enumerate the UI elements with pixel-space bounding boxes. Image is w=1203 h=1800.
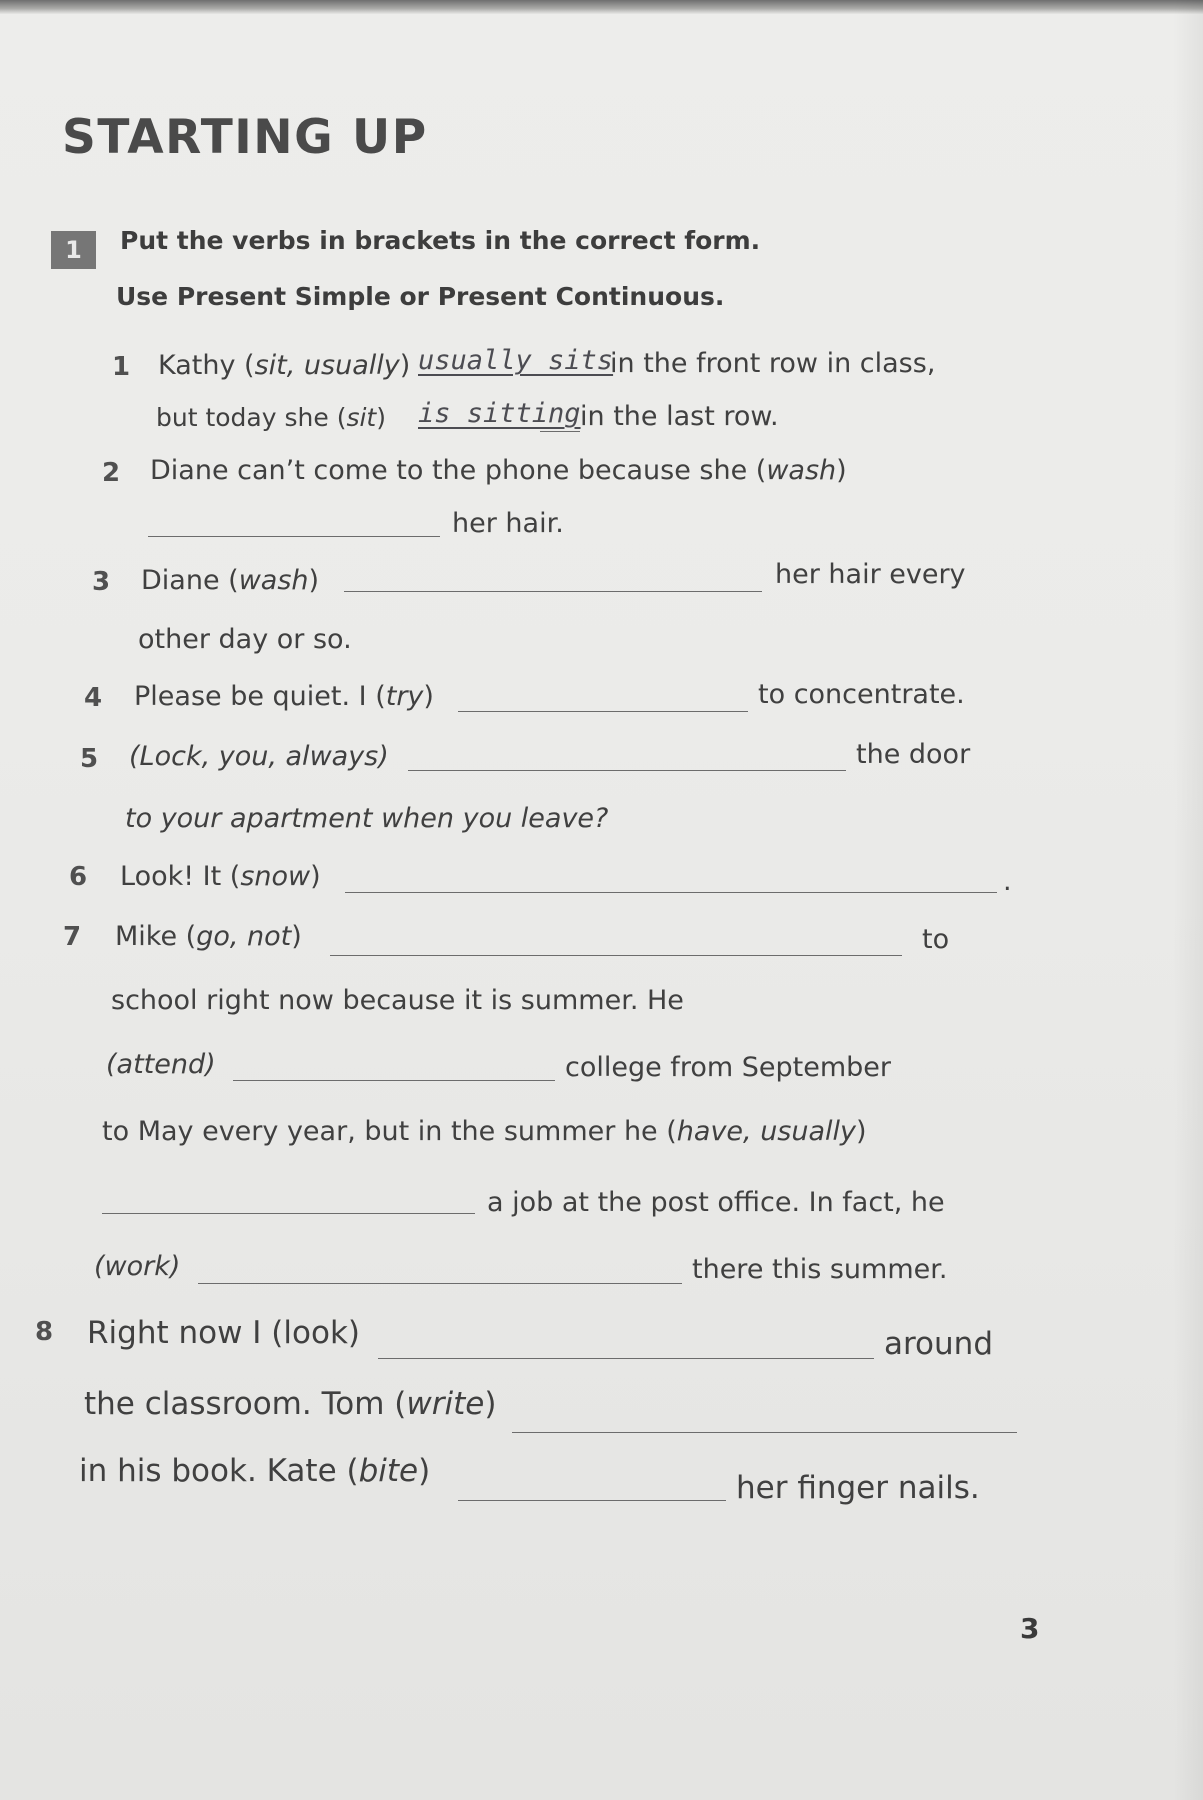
item-2-rest: her hair. bbox=[452, 508, 564, 539]
item-number: 5 bbox=[80, 744, 99, 774]
answer-blank[interactable] bbox=[458, 1500, 726, 1501]
section-title: STARTING UP bbox=[62, 110, 428, 165]
answer-blank[interactable] bbox=[102, 1213, 475, 1214]
answer-blank[interactable] bbox=[330, 955, 902, 956]
item-number: 7 bbox=[63, 922, 82, 952]
answer-blank[interactable] bbox=[344, 591, 762, 592]
item-2-prompt: Diane can’t come to the phone because she (wash) bbox=[150, 455, 847, 486]
item-8-prompt-c: in his book. Kate (bite) bbox=[79, 1453, 431, 1489]
page-top-edge bbox=[0, 0, 1203, 14]
item-3-rest: her hair every bbox=[775, 559, 966, 590]
item-1-rest: in the front row in class, bbox=[610, 348, 936, 379]
item-7-rest-e: a job at the post office. In fact, he bbox=[487, 1187, 945, 1218]
item-1-answer-a: usually sits bbox=[418, 345, 614, 376]
item-8-prompt: Right now I (look) bbox=[87, 1315, 360, 1351]
item-8-rest-a: around bbox=[884, 1326, 993, 1362]
item-7-rest-c: college from September bbox=[565, 1052, 891, 1083]
item-4-prompt: Please be quiet. I (try) bbox=[134, 681, 434, 712]
item-1-answer-b: is sitting bbox=[418, 398, 581, 429]
item-8-prompt-b: the classroom. Tom (write) bbox=[84, 1386, 497, 1422]
item-7-prompt: Mike (go, not) bbox=[115, 921, 302, 952]
item-8-rest-c: her finger nails. bbox=[736, 1470, 980, 1506]
answer-blank[interactable] bbox=[233, 1080, 555, 1081]
answer-blank[interactable] bbox=[408, 770, 846, 771]
item-number: 4 bbox=[84, 683, 103, 713]
item-4-rest: to concentrate. bbox=[758, 679, 965, 710]
item-number: 2 bbox=[102, 458, 121, 488]
item-1-prompt-b: but today she (sit) bbox=[156, 403, 386, 432]
item-number: 8 bbox=[35, 1317, 54, 1347]
page-shadow bbox=[1173, 0, 1203, 1800]
item-7-prompt-d: to May every year, but in the summer he (have, usually) bbox=[102, 1116, 867, 1147]
answer-blank[interactable] bbox=[345, 892, 997, 893]
item-3-rest-b: other day or so. bbox=[138, 624, 352, 655]
answer-blank[interactable] bbox=[148, 536, 440, 537]
item-5-prompt: (Lock, you, always) bbox=[129, 741, 389, 772]
item-7-verb-c: (attend) bbox=[106, 1049, 216, 1080]
item-6-prompt: Look! It (snow) bbox=[120, 861, 321, 892]
item-7-rest-b: school right now because it is summer. He bbox=[111, 985, 684, 1016]
exercise-number-badge: 1 bbox=[51, 231, 96, 269]
item-number: 6 bbox=[69, 862, 88, 892]
item-6-end: . bbox=[1003, 866, 1012, 897]
item-7-rest-a: to bbox=[922, 924, 950, 955]
item-number: 3 bbox=[92, 567, 111, 597]
instruction-line-1: Put the verbs in brackets in the correct form. bbox=[120, 226, 761, 255]
answer-blank[interactable] bbox=[458, 711, 748, 712]
item-1-rest-b: in the last row. bbox=[580, 401, 779, 432]
instruction-line-2: Use Present Simple or Present Continuous. bbox=[116, 282, 725, 311]
answer-blank[interactable] bbox=[512, 1432, 1017, 1433]
answer-blank[interactable] bbox=[378, 1358, 874, 1359]
item-1-prompt: Kathy (sit, usually) bbox=[158, 350, 411, 381]
item-number: 1 bbox=[112, 352, 131, 382]
item-5-rest-b: to your apartment when you leave? bbox=[125, 803, 609, 834]
item-3-prompt: Diane (wash) bbox=[141, 565, 320, 596]
answer-blank[interactable] bbox=[198, 1283, 682, 1284]
item-5-rest: the door bbox=[856, 739, 971, 770]
answer-blank bbox=[540, 431, 580, 432]
item-7-rest-f: there this summer. bbox=[692, 1254, 948, 1285]
item-7-verb-f: (work) bbox=[94, 1251, 181, 1282]
page-number: 3 bbox=[1020, 1612, 1040, 1645]
